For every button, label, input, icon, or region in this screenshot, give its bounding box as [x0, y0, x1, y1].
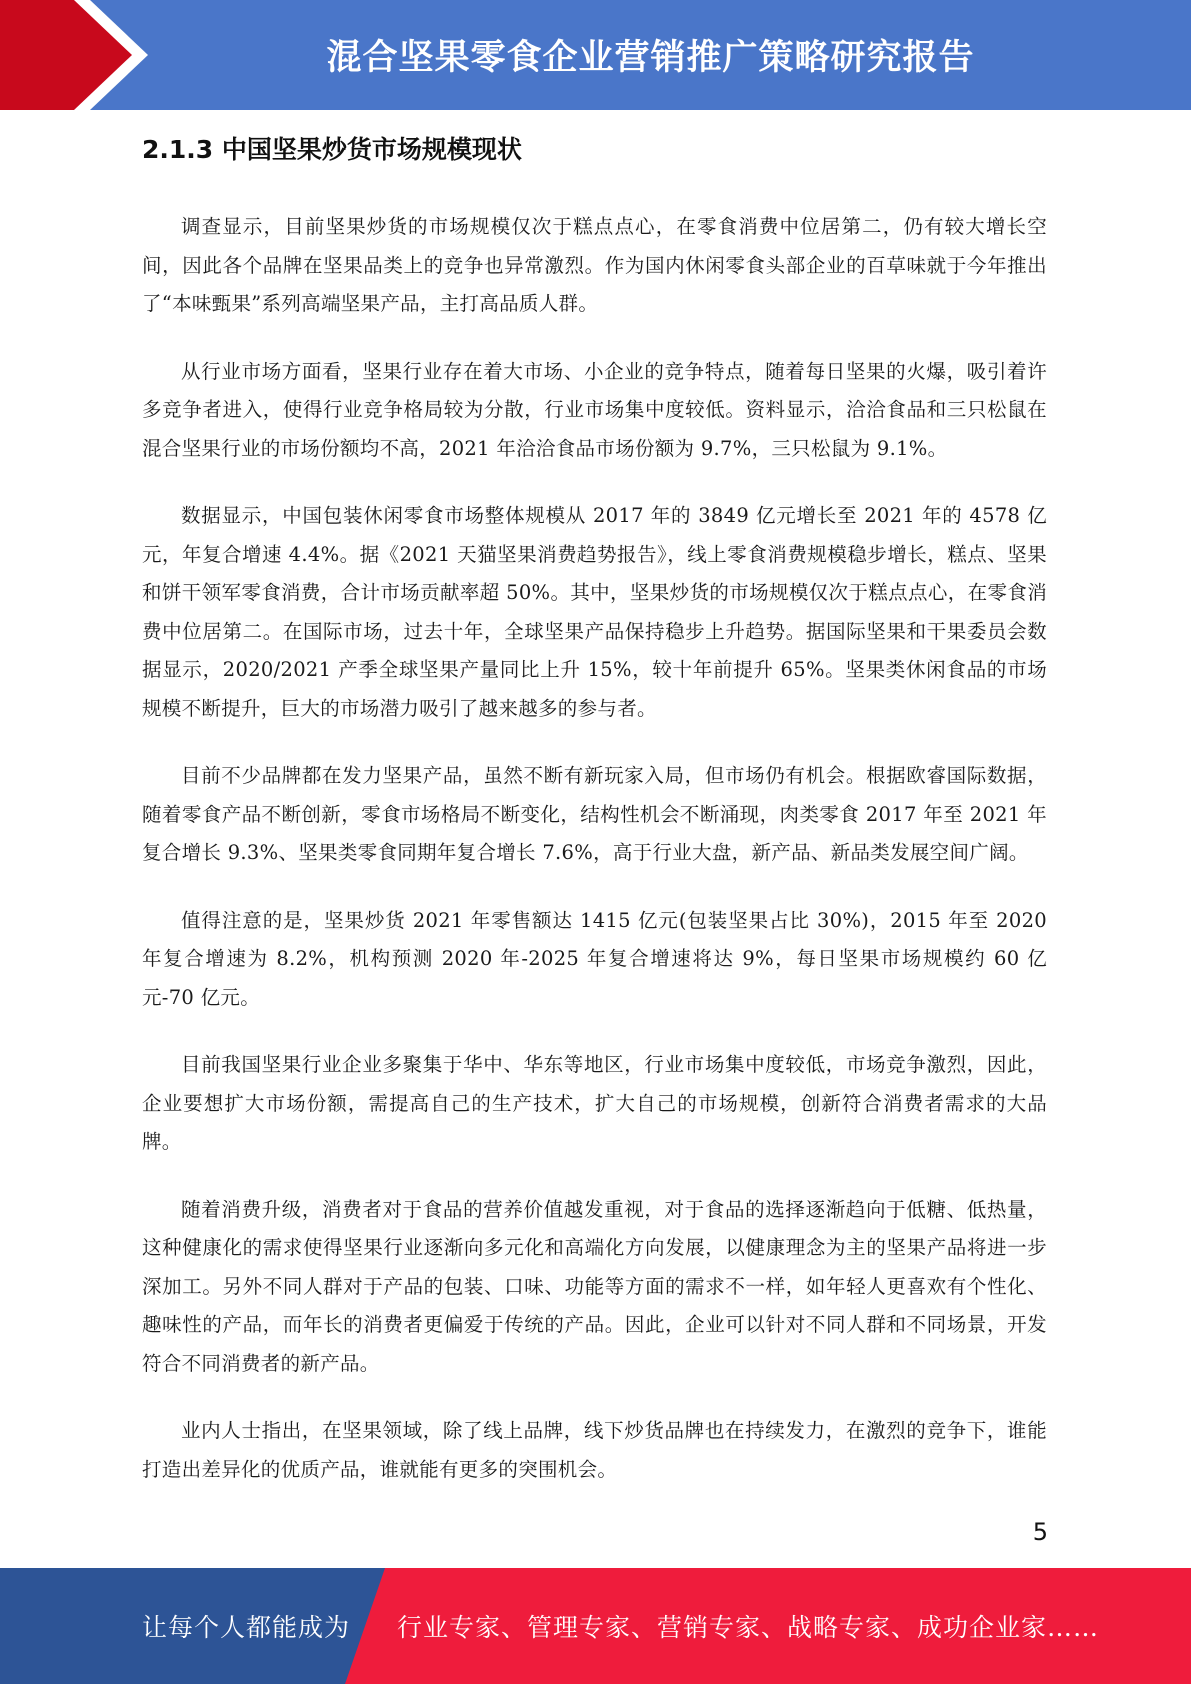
paragraph: 目前我国坚果行业企业多聚集于华中、华东等地区，行业市场集中度较低，市场竞争激烈，因此，企业要想扩大市场份额，需提高自己的生产技术，扩大自己的市场规模，创新符合消费者需求的大品牌。: [142, 1053, 1047, 1153]
header-arrow-decoration: [0, 0, 150, 110]
section-heading: 2.1.3 中国坚果炒货市场规模现状: [142, 135, 522, 164]
paragraph: 随着消费升级，消费者对于食品的营养价值越发重视，对于食品的选择逐渐趋向于低糖、低热量，这种健康化的需求使得坚果行业逐渐向多元化和高端化方向发展，以健康理念为主的坚果产品将进一步深加工。另外不同人群对于产品的包装、口味、功能等方面的需求不一样，如年轻人更喜欢有个性化、趣味性的产品，而年长的消费者更偏爱于传统的产品。因此，企业可以针对不同人群和不同场景，开发符合不同消费者的新产品。: [142, 1197, 1047, 1375]
paragraph: 数据显示，中国包装休闲零食市场整体规模从 2017 年的 3849 亿元增长至 2021 年的 4578 亿元，年复合增速 4.4%。据《2021 天猫坚果消费趋势报告》，线上零食消费规模稳步增长，糕点、坚果和饼干领军零食消费，合计市场贡献率超 50%。其中，坚果炒货的市场规模仅次于糕点点心，在零食消费中位居第二。在国际市场，过去十年，全球坚果产品保持稳步上升趋势。据国际坚果和干果委员会数据显示，2020/2021 产季全球坚果产量同比上升 15%，较十年前提升 65%。坚果类休闲食品的市场规模不断提升，巨大的市场潜力吸引了越来越多的参与者。: [142, 504, 1047, 720]
paragraph: 值得注意的是，坚果炒货 2021 年零售额达 1415 亿元(包装坚果占比 30%)，2015 年至 2020 年复合增速为 8.2%，机构预测 2020 年-2025 年复合增速将达 9%，每日坚果市场规模约 60 亿元-70 亿元。: [142, 908, 1047, 1009]
paragraph: 业内人士指出，在坚果领域，除了线上品牌，线下炒货品牌也在持续发力，在激烈的竞争下，谁能打造出差异化的优质产品，谁就能有更多的突围机会。: [142, 1419, 1047, 1481]
footer-slogan-left: 让每个人都能成为: [142, 1613, 351, 1642]
main-content: [142, 128, 1047, 1518]
header-banner: [0, 0, 1191, 110]
paragraph: 调查显示，目前坚果炒货的市场规模仅次于糕点点心，在零食消费中位居第二，仍有较大增长空间，因此各个品牌在坚果品类上的竞争也异常激烈。作为国内休闲零食头部企业的百草味就于今年推出了“本味甄果”系列高端坚果产品，主打高品质人群。: [142, 215, 1047, 315]
paragraph: 目前不少品牌都在发力坚果产品，虽然不断有新玩家入局，但市场仍有机会。根据欧睿国际数据，随着零食产品不断创新，零食市场格局不断变化，结构性机会不断涌现，肉类零食 2017 年至 2021 年复合增长 9.3%、坚果类零食同期年复合增长 7.6%，高于行业大盘，新产品、新品类发展空间广阔。: [142, 764, 1047, 864]
footer-slogan-right: 行业专家、管理专家、营销专家、战略专家、成功企业家……: [397, 1613, 1100, 1642]
paragraph: 从行业市场方面看，坚果行业存在着大市场、小企业的竞争特点，随着每日坚果的火爆，吸引着许多竞争者进入，使得行业竞争格局较为分散，行业市场集中度较低。资料显示，洽洽食品和三只松鼠在混合坚果行业的市场份额均不高，2021 年洽洽食品市场份额为 9.7%，三只松鼠为 9.1%。: [142, 359, 1047, 460]
footer-banner: [0, 1568, 1191, 1684]
report-title: 混合坚果零食企业营销推广策略研究报告: [326, 38, 975, 78]
page-number: 5: [1032, 1518, 1048, 1546]
